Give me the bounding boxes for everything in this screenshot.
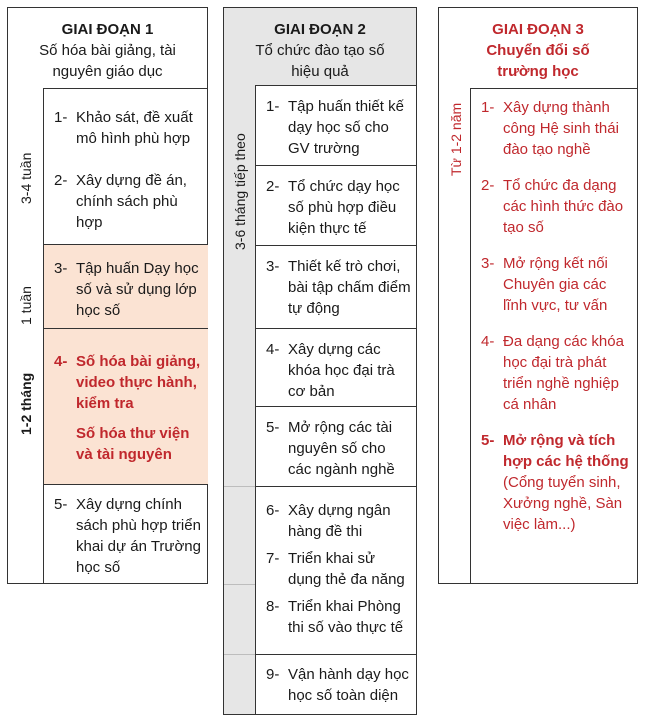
stage1-item-1: 1- Khảo sát, đề xuất mô hình phù hợp	[54, 109, 193, 147]
stage2-item-1: 1- Tập huấn thiết kế dạy học số cho GV trường	[266, 98, 404, 157]
stage2-item-6: 6- Xây dựng ngân hàng đề thi	[266, 502, 391, 540]
stage2-cell-6	[255, 486, 417, 654]
stage1-item-4-text: Số hóa bài giảng, video thực hành, kiểm tra	[76, 353, 201, 412]
stage3-item-2: 2- Tổ chức đa dạng các hình thức đào tạo số	[481, 177, 624, 236]
stage1-item-4: 4- Số hóa bài giảng, video thực hành, kiểm tra Số hóa thư viện và tài nguyên	[54, 353, 201, 463]
stage2-guide-1	[224, 486, 255, 487]
stage3-item-5-text2: (Cổng tuyển sinh, Xưởng nghề, Sàn việc làm...)	[503, 474, 623, 533]
stage3-item-5: 5- Mở rộng và tích hợp các hệ thống (Cổng tuyển sinh, Xưởng nghề, Sàn việc làm...)	[471, 415, 638, 535]
stage2-item-8: 8- Triển khai Phòng thi số vào thực tế	[266, 598, 404, 636]
stage1-header	[8, 8, 207, 82]
stage2-cell-4	[255, 328, 417, 406]
stage3-subtitle: Chuyển đổi số trường học	[486, 42, 590, 80]
stage2-cell-2	[255, 165, 417, 245]
stage1-item-4-text2: Số hóa thư viện và tài nguyên	[76, 425, 190, 463]
stage2-cell-9	[255, 654, 417, 715]
stage2-header	[224, 8, 416, 82]
stage2-subtitle: Tổ chức đào tạo số hiệu quả	[255, 42, 385, 80]
stage2-item-9: 9- Vận hành dạy học học số toàn diện	[266, 666, 409, 704]
stage2-guide-3	[224, 654, 255, 655]
stage1-cell-5	[43, 484, 208, 584]
stage3-item-1: 1- Xây dựng thành công Hệ sinh thái đào tạo nghề	[481, 99, 619, 158]
stage1-cell-3	[43, 244, 208, 328]
stage2-duration: 3-6 tháng tiếp theo	[232, 133, 248, 250]
stage1-item-3: 3- Tập huấn Dạy học số và sử dụng lớp học số	[54, 260, 199, 319]
stage2-item-7: 7- Triển khai sử dụng thẻ đa năng	[266, 550, 405, 588]
stage1-cell-1	[43, 88, 208, 244]
stage1-duration-2: 1 tuần	[18, 286, 34, 325]
stage2-item-5: 5- Mở rộng các tài nguyên số cho các ngành nghề	[266, 419, 395, 478]
stage3-item-4: 4- Đa dạng các khóa học đại trà phát triển nghề nghiệp cá nhân	[481, 333, 624, 413]
stage3-header	[439, 8, 637, 82]
stage3-list	[470, 88, 638, 584]
stage1-duration-3: 1-2 tháng	[18, 372, 34, 435]
stage3-item-5-text: Mở rộng và tích hợp các hệ thống	[503, 432, 629, 470]
stage1-item-2: 2- Xây dựng đề án, chính sách phù hợp	[54, 172, 187, 231]
stage1-title: GIAI ĐOẠN 1	[61, 21, 154, 38]
stage2-guide-2	[224, 584, 255, 585]
stage2-item-4: 4- Xây dựng các khóa học đại trà cơ bản	[266, 341, 395, 400]
stage3-duration: Từ 1-2 năm	[448, 102, 464, 176]
stage2-title: GIAI ĐOẠN 2	[274, 21, 366, 38]
stage1-cell-4	[43, 328, 208, 484]
stage3-item-3: 3- Mở rộng kết nối Chuyên gia các lĩnh vực, tư vấn	[481, 255, 608, 314]
stage1-item-5: 5- Xây dựng chính sách phù hợp triển khai dự án Trường học số	[54, 496, 201, 576]
stage1-duration-1: 3-4 tuần	[18, 152, 34, 204]
stage1-subtitle: Số hóa bài giảng, tài nguyên giáo dục	[39, 42, 176, 80]
stage2-item-3: 3- Thiết kế trò chơi, bài tập chấm điểm tự động	[266, 258, 411, 317]
stage2-cell-5	[255, 406, 417, 486]
stage2-cell-1	[255, 85, 417, 165]
stage3-title: GIAI ĐOẠN 3	[492, 21, 584, 38]
stage2-cell-3	[255, 245, 417, 328]
stage2-item-2: 2- Tổ chức dạy học số phù hợp điều kiện thực tế	[266, 178, 400, 237]
